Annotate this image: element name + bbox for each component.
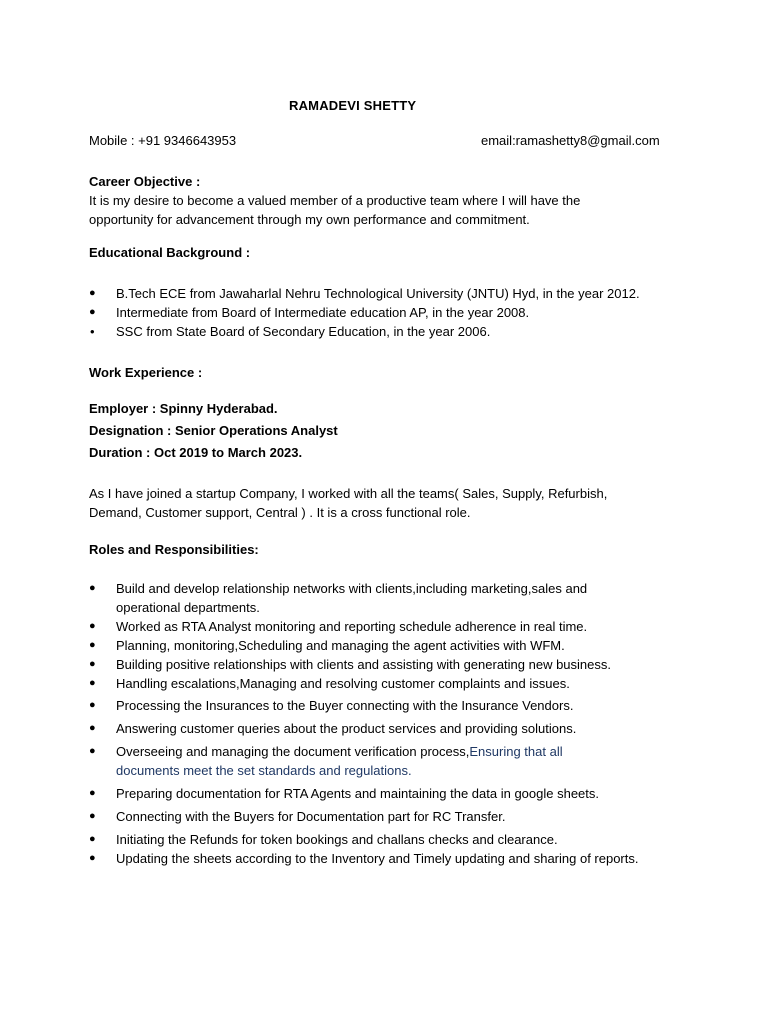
roles-list-continued: [89, 807, 689, 826]
list-item: ● Connecting with the Buyers for Documentation part for RC Transfer.: [89, 807, 689, 826]
list-item: ● Intermediate from Board of Intermediate education AP, in the year 2008.: [89, 303, 689, 322]
candidate-name: RAMADEVI SHETTY: [289, 98, 417, 113]
list-item: ● Building positive relationships with clients and assisting with generating new business.: [89, 655, 689, 674]
list-item: ● Answering customer queries about the product services and providing solutions.: [89, 719, 689, 738]
list-item: ● Build and develop relationship networks with clients,including marketing,sales and operational departments.: [89, 579, 689, 617]
roles-list-continued: [89, 830, 689, 868]
list-item: ● Processing the Insurances to the Buyer connecting with the Insurance Vendors.: [89, 696, 689, 715]
education-heading: Educational Background :: [89, 245, 251, 260]
employment-details: [89, 398, 649, 464]
roles-list-continued: [89, 784, 689, 803]
roles-list: [89, 579, 689, 693]
email-address: email:ramashetty8@gmail.com: [481, 133, 660, 148]
list-item: ● Worked as RTA Analyst monitoring and reporting schedule adherence in real time.: [89, 617, 689, 636]
duration: Duration : Oct 2019 to March 2023.: [89, 445, 303, 460]
roles-list-continued: [89, 719, 689, 738]
list-item: ● Preparing documentation for RTA Agents and maintaining the data in google sheets.: [89, 784, 689, 803]
employer: Employer : Spinny Hyderabad.: [89, 401, 278, 416]
work-description: As I have joined a startup Company, I worked with all the teams( Sales, Supply, Refurbish, Demand, Customer support, Central ) . It is a cross functional role.: [89, 486, 608, 520]
career-objective-text: It is my desire to become a valued member of a productive team where I will have the opportunity for advancement through my own performance and commitment.: [89, 193, 581, 227]
career-objective-heading: Career Objective :: [89, 174, 201, 189]
work-experience-heading: Work Experience :: [89, 365, 203, 380]
list-item: ● B.Tech ECE from Jawaharlal Nehru Technological University (JNTU) Hyd, in the year 2012.: [89, 284, 689, 303]
list-item: ● Updating the sheets according to the Inventory and Timely updating and sharing of reports.: [89, 849, 689, 868]
roles-list-continued: [89, 696, 689, 715]
designation: Designation : Senior Operations Analyst: [89, 423, 338, 438]
roles-list-continued: [89, 742, 689, 780]
list-item: ● Handling escalations,Managing and resolving customer complaints and issues.: [89, 674, 689, 693]
list-item: ● Overseeing and managing the document verification process,Ensuring that all documents meet the set standards and regulations.: [89, 742, 689, 780]
list-item: ● Planning, monitoring,Scheduling and managing the agent activities with WFM.: [89, 636, 689, 655]
list-item: ● Initiating the Refunds for token bookings and challans checks and clearance.: [89, 830, 689, 849]
education-list: [89, 284, 689, 341]
list-item: • SSC from State Board of Secondary Education, in the year 2006.: [89, 322, 689, 341]
mobile-number: Mobile : +91 9346643953: [89, 133, 237, 148]
roles-heading: Roles and Responsibilities:: [89, 542, 259, 557]
